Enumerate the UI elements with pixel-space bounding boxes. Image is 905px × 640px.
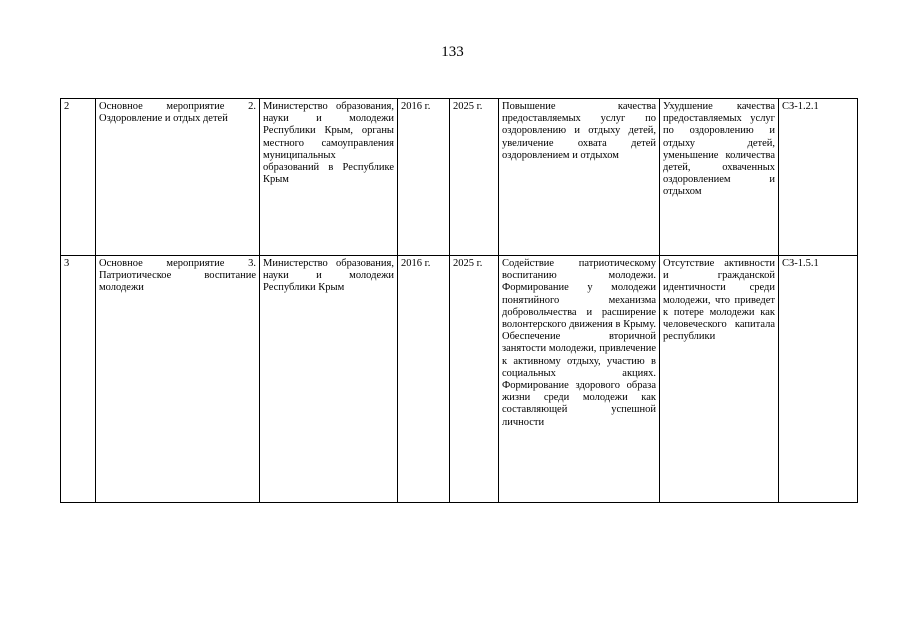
row-number-cell: 3	[61, 256, 96, 503]
table-row	[61, 256, 858, 503]
row-number-cell: 2	[61, 99, 96, 256]
measures-table	[60, 98, 858, 503]
executor-cell: Министерство образования, науки и молодежи Республики Крым, органы местного самоуправления муниципальных образований в Республике Крым	[260, 99, 398, 256]
table-row	[61, 99, 858, 256]
consequences-cell: Ухудшение качества предоставляемых услуг по оздоровлению и отдыху детей, уменьшение количества детей, охваченных оздоровлением и отдыхом	[660, 99, 779, 256]
indicator-cell: СЗ-1.5.1	[779, 256, 858, 503]
end-year-cell: 2025 г.	[450, 99, 499, 256]
start-year-cell: 2016 г.	[398, 256, 450, 503]
page-number: 133	[441, 44, 464, 60]
expected-result-cell: Содействие патриотическому воспитанию молодежи. Формирование у молодежи понятийного механизма добровольчества и расширение волонтерского движения в Крыму. Обеспечение вторичной занятости молодежи, привлечение к активному отдыху, участию в социальных акциях. Формирование здорового образа жизни среди молодежи как составляющей успешной личности	[499, 256, 660, 503]
executor-cell: Министерство образования, науки и молодежи Республики Крым	[260, 256, 398, 503]
consequences-cell: Отсутствие активности и гражданской идентичности среди молодежи, что приведет к потере молодежи как человеческого капитала республики	[660, 256, 779, 503]
expected-result-cell: Повышение качества предоставляемых услуг по оздоровлению и отдыху детей, увеличение охвата детей оздоровлением и отдыхом	[499, 99, 660, 256]
measure-cell: Основное мероприятие 3. Патриотическое воспитание молодежи	[96, 256, 260, 503]
end-year-cell: 2025 г.	[450, 256, 499, 503]
measure-cell: Основное мероприятие 2. Оздоровление и отдых детей	[96, 99, 260, 256]
start-year-cell: 2016 г.	[398, 99, 450, 256]
indicator-cell: СЗ-1.2.1	[779, 99, 858, 256]
